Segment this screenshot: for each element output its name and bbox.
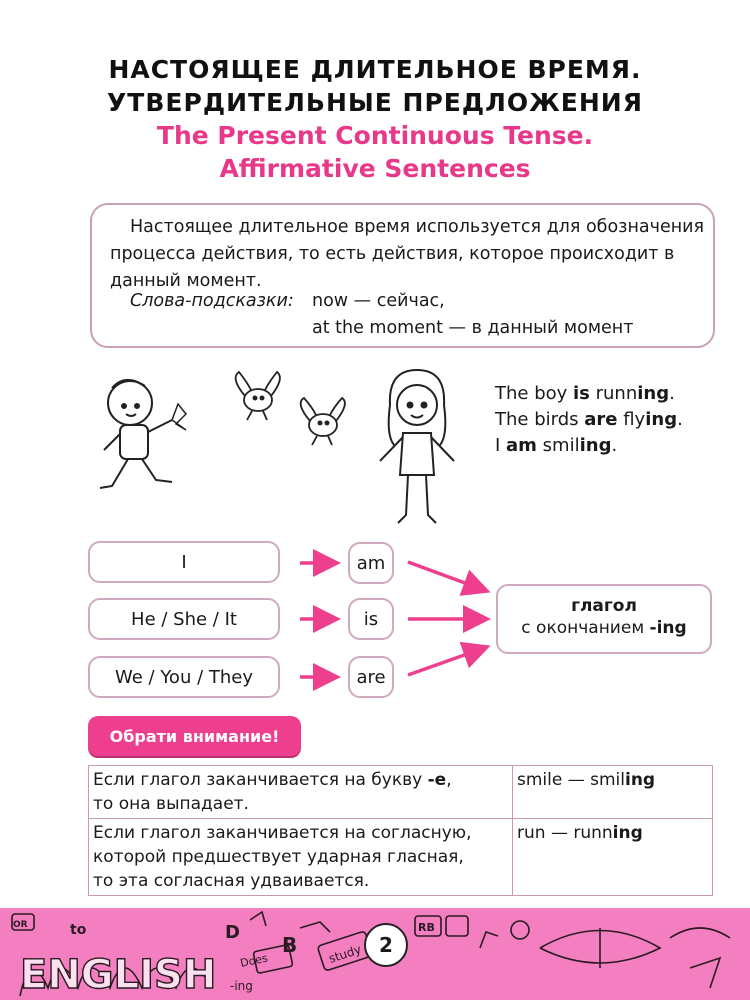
rule-2-text-a: Если глагол заканчивается на согласную, <box>93 823 472 843</box>
doodle-d: D <box>225 922 240 943</box>
example-run-stem: run — runn <box>517 823 613 843</box>
definition-line1: Настоящее длительное время используется для обозначения <box>130 217 705 237</box>
verb-ing-box <box>496 584 712 654</box>
example-2-verb-stem: fly <box>617 409 646 430</box>
aux-pill-is: is <box>348 598 394 640</box>
subject-pill-he-she-it: He / She / It <box>88 598 280 640</box>
example-1-verb-stem: runn <box>589 383 638 404</box>
example-2-subject: The birds <box>495 409 585 430</box>
verb-box-ing-suffix: -ing <box>649 618 687 638</box>
doodle-does: Does <box>239 951 269 970</box>
rule-2-text-c: то эта согласная удваивается. <box>93 871 370 891</box>
table-row <box>89 819 713 896</box>
doodle-ing: -ing <box>230 979 253 993</box>
doodle-to: to <box>70 922 87 938</box>
definition-line3: данный момент. <box>110 271 262 291</box>
example-1-auxiliary: is <box>573 383 590 404</box>
spelling-rules-table <box>88 765 713 896</box>
example-3-auxiliary: am <box>506 435 537 456</box>
example-1-ing: ing <box>637 383 670 404</box>
hint-label: Слова-подсказки: <box>130 291 294 311</box>
hint-word-at-the-moment: at the moment — в данный момент <box>312 318 634 338</box>
title-english-line1: The Present Continuous Tense. <box>156 121 594 150</box>
example-cell-run <box>513 819 713 896</box>
rule-1-text-c: то она выпадает. <box>93 794 249 814</box>
aux-pill-am: am <box>348 542 394 584</box>
doodle-study: study <box>326 942 363 966</box>
example-2-auxiliary: are <box>584 409 618 430</box>
example-1-period: . <box>669 383 675 404</box>
example-2-period: . <box>677 409 683 430</box>
page-number: 2 <box>364 923 408 967</box>
hint-word-now: now — сейчас, <box>312 291 445 311</box>
example-smile-ing: ing <box>625 770 656 790</box>
aux-pill-are: are <box>348 656 394 698</box>
subject-pill-i: I <box>88 541 280 583</box>
attention-button: Обрати внимание! <box>88 716 301 756</box>
arrow-are-to-verb <box>408 648 484 675</box>
title-russian-line1: НАСТОЯЩЕЕ ДЛИТЕЛЬНОЕ ВРЕМЯ. <box>108 55 642 84</box>
example-3-verb-stem: smil <box>536 435 580 456</box>
example-smile-stem: smile — smil <box>517 770 625 790</box>
definition-line2: процесса действия, то есть действия, которое происходит в <box>110 244 675 264</box>
verb-box-line2-text: с окончанием <box>521 618 650 638</box>
arrow-am-to-verb <box>408 562 484 590</box>
example-cell-smile <box>513 766 713 819</box>
verb-box-line2 <box>498 618 710 638</box>
subject-pill-we-you-they: We / You / They <box>88 656 280 698</box>
example-2-ing: ing <box>645 409 678 430</box>
title-russian-line2: УТВЕРДИТЕЛЬНЫЕ ПРЕДЛОЖЕНИЯ <box>107 88 643 117</box>
rule-1-comma: , <box>446 770 452 790</box>
example-3-subject: I <box>495 435 507 456</box>
example-3-ing: ing <box>579 435 612 456</box>
example-1-subject: The boy <box>495 383 574 404</box>
example-3-period: . <box>611 435 618 456</box>
example-run-ing: ing <box>612 823 643 843</box>
table-row <box>89 766 713 819</box>
rule-cell-double-consonant <box>89 819 513 896</box>
doodle-b: B <box>282 933 298 957</box>
title-english-line2: Affirmative Sentences <box>219 154 531 183</box>
doodle-english: ENGLISH <box>20 952 217 998</box>
rule-1-letter: -е <box>427 770 447 790</box>
rule-2-text-b: которой предшествует ударная гласная, <box>93 847 464 867</box>
verb-box-line1: глагол <box>571 596 637 616</box>
doodle-or: OR <box>13 920 28 930</box>
rule-cell-drop-e <box>89 766 513 819</box>
rule-1-text-a: Если глагол заканчивается на букву <box>93 770 428 790</box>
doodle-rb: RB <box>418 921 435 934</box>
